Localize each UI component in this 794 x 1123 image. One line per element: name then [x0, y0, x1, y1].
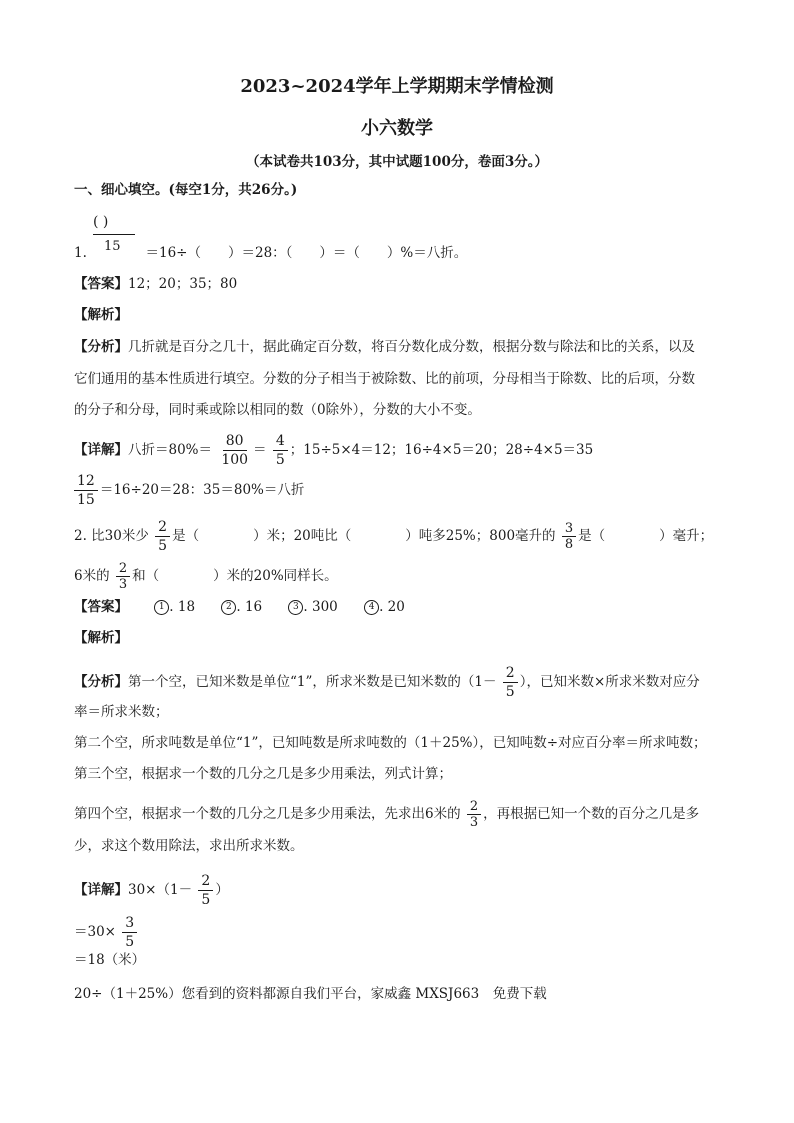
fenxi-label: 【分析】	[74, 339, 128, 355]
fraction-denominator: 100	[221, 452, 249, 468]
fraction-numerator: 2	[198, 872, 213, 891]
detail-label: 【详解】	[74, 882, 128, 898]
q2-analysis-label: 【解析】	[74, 630, 128, 646]
circled-number: 1	[154, 600, 169, 615]
fraction	[198, 872, 213, 909]
q2-detail-line-1	[74, 872, 229, 909]
q1-text: ＝16÷（ ）＝28：（ ）＝（ ）%＝八折。	[145, 245, 468, 261]
q1-analysis-line-2: 它们通用的基本性质进行填空。分数的分子相当于被除数、比的前项，分母相当于除数、比的后项，分数	[74, 371, 695, 387]
fenxi-label: 【分析】	[74, 674, 128, 690]
fraction-denominator: 5	[125, 934, 135, 950]
q2-detail-line-3: ＝18（米）	[74, 952, 146, 968]
question-text: 6米的	[74, 568, 110, 584]
fraction	[155, 518, 170, 555]
question-text: 是（ ）毫升；	[578, 528, 714, 544]
analysis-text: 第一个空，已知米数是单位“1”，所求米数是已知米数的（1－	[128, 674, 497, 690]
fraction-denominator: 15	[77, 492, 95, 508]
fraction-denominator: 3	[469, 815, 479, 830]
score-note: （本试卷共103分，其中试题100分，卷面3分。）	[245, 154, 548, 170]
fraction-numerator: 3	[562, 521, 576, 537]
fraction	[467, 799, 481, 830]
detail-text: ；15÷5×4＝12；16÷4×5＝20；28÷4×5＝35	[289, 442, 594, 458]
q1-analysis-line-3: 的分子和分母，同时乘或除以相同的数（0除外），分数的大小不变。	[74, 402, 481, 418]
circled-number: 3	[288, 600, 303, 615]
fraction-denominator: 5	[158, 538, 168, 554]
answer-value: 12；20；35；80	[128, 276, 238, 292]
q2-answer	[74, 597, 405, 617]
q2-analysis-line-3: 第二个空，所求吨数是单位“1”，已知吨数是所求吨数的（1＋25%），已知吨数÷对应百分率＝所求吨数；	[74, 735, 707, 751]
q1-detail-line-2	[74, 472, 304, 509]
detail-text: ＝30×	[74, 924, 116, 940]
fraction-numerator: 2	[467, 799, 481, 815]
equals-sign: ＝	[253, 442, 267, 458]
q2-question-line-1	[74, 518, 713, 555]
answer-value: . 16	[236, 599, 263, 615]
fraction-numerator: 4	[273, 432, 288, 451]
circled-number: 4	[364, 600, 379, 615]
q1-analysis-label: 【解析】	[74, 307, 128, 323]
q2-detail-line-4: 20÷（1＋25%）您看到的资料都源自我们平台，家威鑫 MXSJ663 免费下载	[74, 986, 547, 1002]
fraction-denominator: 5	[201, 892, 211, 908]
q1-question	[74, 243, 467, 263]
question-text: 是（ ）米；20吨比（ ）吨多25%；800毫升的	[172, 528, 556, 544]
q1-fraction-blank: ( )	[93, 214, 109, 230]
page-title: 2023~2024学年上学期期末学情检测	[240, 76, 554, 97]
section-heading: 一、细心填空。(每空1分，共26分。)	[74, 182, 298, 198]
fraction	[503, 664, 518, 701]
answer-label: 【答案】	[74, 276, 128, 292]
answer-label: 【答案】	[74, 599, 128, 615]
detail-text: ＝16÷20＝28：35＝80%＝八折	[99, 482, 305, 498]
q2-analysis-line-4: 第三个空，根据求一个数的几分之几是多少用乘法，列式计算；	[74, 766, 452, 782]
q2-detail-line-2	[74, 914, 139, 951]
q1-detail-line-1	[74, 432, 593, 469]
q2-question-line-2	[74, 561, 338, 592]
question-text: 2. 比30米少	[74, 528, 149, 544]
analysis-text: 几折就是百分之几十，据此确定百分数，将百分数化成分数，根据分数与除法和比的关系，以及	[128, 339, 695, 355]
fraction-numerator: 2	[116, 561, 130, 577]
detail-text: ）	[215, 882, 229, 898]
fraction-numerator: 3	[122, 914, 137, 933]
fraction	[273, 432, 288, 469]
page-subtitle: 小六数学	[361, 118, 433, 139]
fraction-numerator: 80	[223, 432, 247, 451]
answer-value: . 18	[169, 599, 196, 615]
fraction	[74, 472, 98, 509]
question-text: 和（ ）米的20%同样长。	[132, 568, 338, 584]
fraction-numerator: 2	[503, 664, 518, 683]
q1-fraction-denominator: 15	[104, 239, 121, 254]
detail-text: 30×（1－	[128, 882, 193, 898]
fraction-denominator: 5	[505, 684, 515, 700]
fraction	[562, 521, 576, 552]
detail-text: 八折＝80%＝	[128, 442, 213, 458]
q1-analysis-line-1	[74, 337, 695, 357]
detail-label: 【详解】	[74, 442, 128, 458]
fraction-denominator: 8	[564, 537, 574, 552]
q2-analysis-line-6: 少，求这个数用除法，求出所求米数。	[74, 838, 304, 854]
circled-number: 2	[221, 600, 236, 615]
fraction	[122, 914, 137, 951]
analysis-text: ），已知米数×所求米数对应分	[519, 674, 700, 690]
q2-analysis-line-1	[74, 664, 700, 701]
fraction-denominator: 5	[275, 452, 285, 468]
fraction-numerator: 12	[74, 472, 98, 491]
fraction-numerator: 2	[155, 518, 170, 537]
answer-value: . 300	[303, 599, 338, 615]
fraction	[218, 432, 251, 469]
q1-number: 1.	[74, 245, 87, 261]
fraction-denominator: 3	[118, 577, 128, 592]
q1-fraction-bar	[93, 234, 135, 235]
analysis-text: ，再根据已知一个数的百分之几是多	[483, 806, 700, 822]
q2-analysis-line-5	[74, 799, 699, 830]
fraction	[116, 561, 130, 592]
q1-answer	[74, 274, 237, 294]
analysis-text: 第四个空，根据求一个数的几分之几是多少用乘法，先求出6米的	[74, 806, 461, 822]
answer-value: . 20	[379, 599, 405, 615]
q2-analysis-line-2: 率＝所求米数；	[74, 704, 169, 720]
